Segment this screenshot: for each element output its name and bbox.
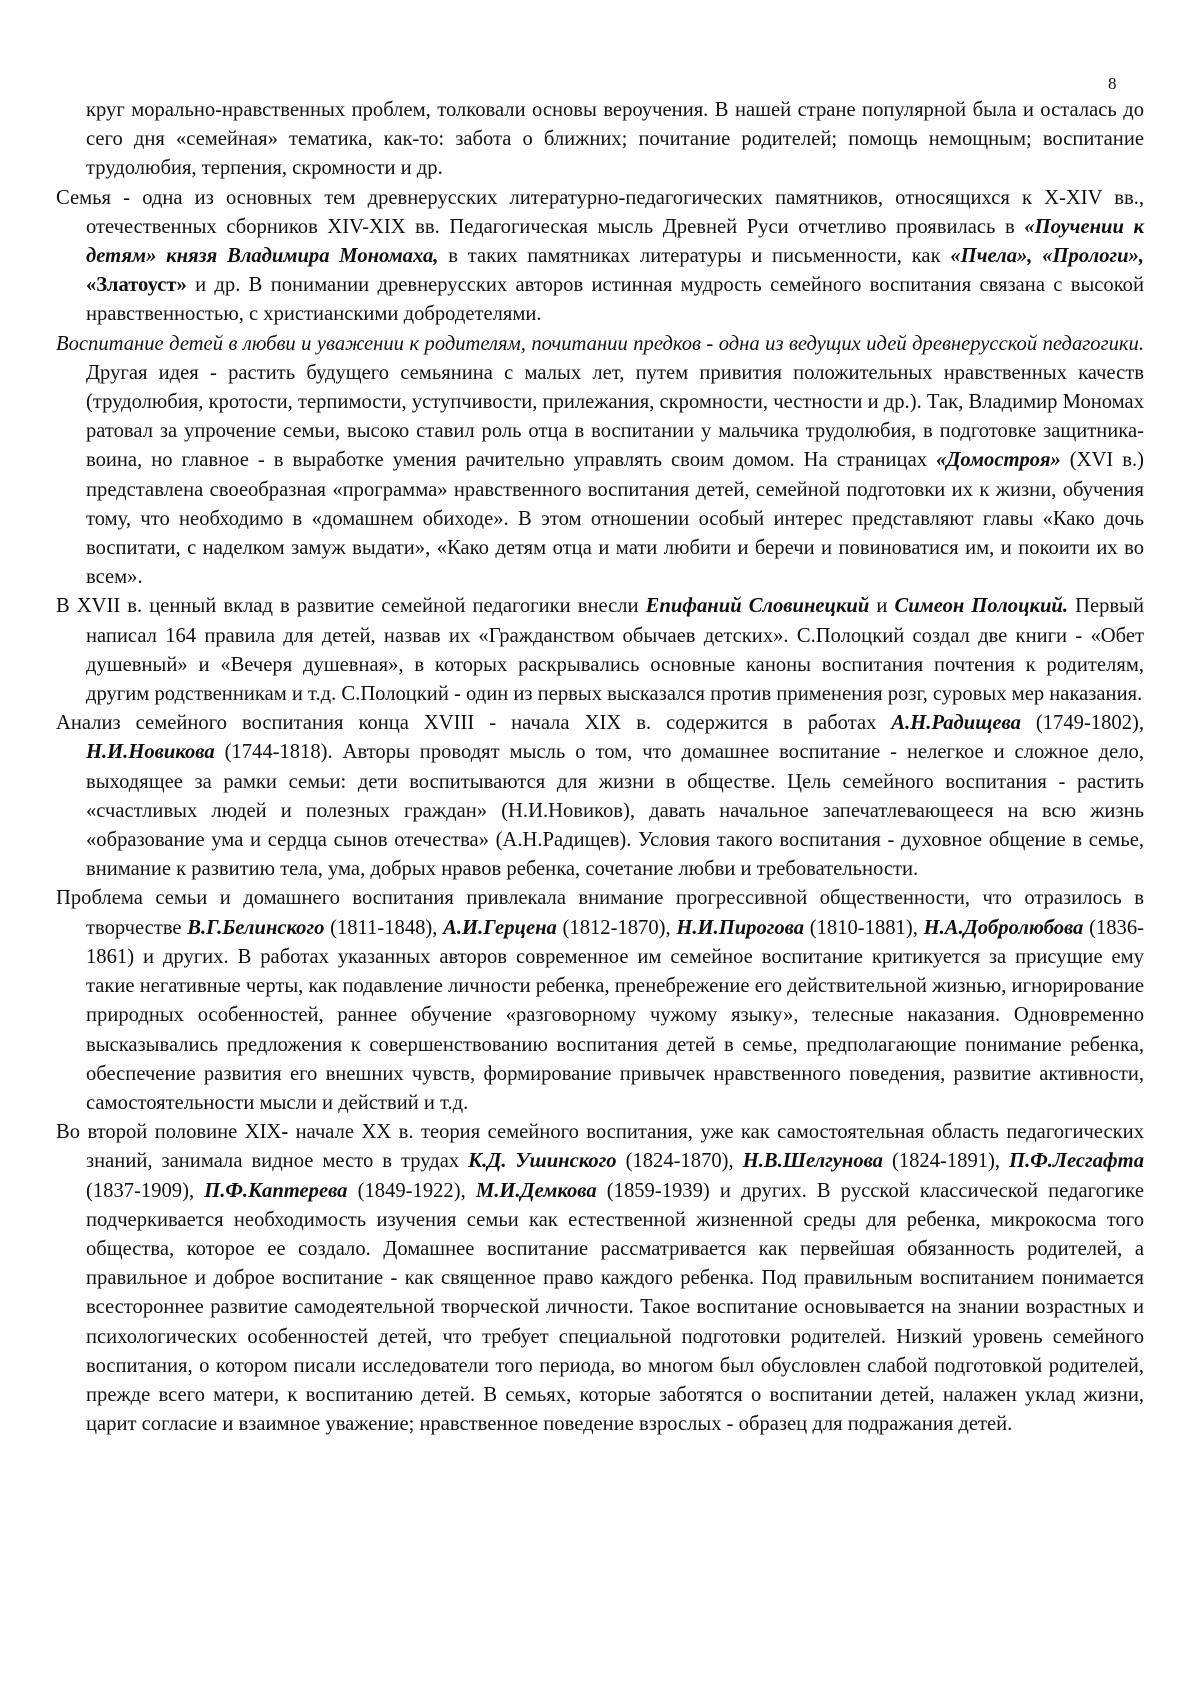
emphasized-text: Н.А.Добролюбова bbox=[923, 916, 1084, 939]
paragraph bbox=[56, 330, 1144, 593]
text-run: (1859-1939) и других. В русской классической педагогике подчеркивается необходимость изучения семьи как естественной жизненной среды для ребенка, микрокосма того общества, которое ее создало. Домашнее воспитание рассматривается как первейшая обязанность родителей, а правильное и доброе воспитание - как священное право каждого ребенка. Под правильным воспитанием понимается всестороннее развитие самодеятельной творческой личности. Такое воспитание основывается на знании возрастных и психологических особенностей детей, что требует специальной подготовки родителей. Низкий уровень семейного воспитания, о котором писали исследователи того периода, во многом был обусловлен слабой подготовкой родителей, прежде всего матери, к воспитанию детей. В семьях, которые заботятся о воспитании детей, налажен уклад жизни, царит согласие и взаимное уважение; нравственное поведение взрослых - образец для подражания детей. bbox=[86, 1179, 1144, 1436]
emphasized-text: Воспитание детей в любви и уважении к родителям, почитании предков - одна из ведущих идей древнерусской педагогики. bbox=[56, 332, 1144, 355]
text-run: и bbox=[869, 595, 895, 618]
text-run: Проблема семьи и домашнего воспитания привлекала внимание прогрессивной общественности, что отразилось в творчестве bbox=[56, 887, 1144, 939]
text-run: и др. В понимании древнерусских авторов истинная мудрость семейного воспитания связана с высокой нравственностью, с христианскими добродетелями. bbox=[86, 274, 1144, 326]
emphasized-text: «Пчела», «Прологи», bbox=[950, 245, 1144, 268]
text-run: в таких памятниках литературы и письменности, как bbox=[438, 245, 951, 268]
text-run: Семья - одна из основных тем древнерусских литературно-педагогических памятников, относящихся к X-XIV вв., отечественных сборников XIV-XIX вв. Педагогическая мысль Древней Руси отчетливо проявилась в bbox=[56, 186, 1144, 238]
text-run: (1837-1909), bbox=[86, 1179, 205, 1202]
emphasized-text: А.Н.Радищева bbox=[891, 712, 1021, 735]
emphasized-text: Н.В.Шелгунова bbox=[742, 1150, 883, 1173]
text-run: Первый написал 164 правила для детей, назвав их «Гражданством обычаев детских». С.Полоцкий создал две книги - «Обет душевный» и «Вечеря душевная», в которых раскрывались основные каноны воспитания почтения к родителям, другим родственникам и т.д. С.Полоцкий - один из первых высказался против применения розг, суровых мер наказания. bbox=[86, 595, 1144, 706]
emphasized-text: П.Ф.Каптерева bbox=[204, 1179, 348, 1202]
emphasized-text: Н.И.Новикова bbox=[86, 741, 215, 764]
text-run: круг морально-нравственных проблем, толковали основы вероучения. В нашей стране популярной была и осталась до сего дня «семейная» тематика, как-то: забота о ближних; почитание родителей; помощь немощным; воспитание трудолюбия, терпения, скромности и др. bbox=[86, 99, 1144, 180]
text-run: (1849-1922), bbox=[347, 1179, 476, 1202]
text-run: начале XX в. теория семейного воспитания, уже как самостоятельная область педагогических знаний, занимала видное место в трудах bbox=[86, 1121, 1144, 1173]
emphasized-text: В.Г.Белинского bbox=[187, 916, 325, 939]
emphasized-text: Н.И.Пирогова bbox=[676, 916, 805, 939]
paragraph bbox=[56, 709, 1144, 884]
emphasized-text: Епифаний Словинецкий bbox=[645, 595, 870, 618]
emphasized-text: «Домостроя» bbox=[936, 449, 1061, 472]
text-run: (1749-1802), bbox=[1020, 712, 1144, 735]
emphasized-text: П.Ф.Лесгафта bbox=[1009, 1150, 1144, 1173]
paragraph bbox=[56, 184, 1144, 330]
text-run: (1824-1891), bbox=[882, 1150, 1010, 1173]
text-run: (1812-1870), bbox=[556, 916, 677, 939]
emphasized-text: К.Д. Ушинского bbox=[468, 1150, 617, 1173]
text-run: Во второй половине XIX bbox=[56, 1121, 282, 1144]
emphasized-text: - bbox=[281, 1121, 289, 1144]
paragraph bbox=[56, 96, 1144, 184]
document-body bbox=[56, 96, 1144, 1439]
text-run: (1836-1861) и других. В работах указанных авторов современное им семейное воспитание критикуется за присущие ему такие негативные черты, как подавление личности ребенка, пренебрежение его действительной жизнью, игнорирование природных особенностей, раннее обучение «разговорному чужому языку», телесные наказания. Одновременно высказывались предложения к совершенствованию воспитания детей в семье, предполагающие понимание ребенка, обеспечение развития его внешних чувств, формирование привычек нравственного поведения, развитие активности, самостоятельности мысли и действий и т.д. bbox=[86, 916, 1144, 1114]
page-number: 8 bbox=[1108, 74, 1117, 93]
text-run: (1811-1848), bbox=[324, 916, 444, 939]
paragraph bbox=[56, 1118, 1144, 1439]
emphasized-text: М.И.Демкова bbox=[475, 1179, 597, 1202]
text-run: (1824-1870), bbox=[616, 1150, 743, 1173]
text-run: Другая идея - растить будущего семьянина с малых лет, путем привития положительных нравственных качеств (трудолюбия, кротости, терпимости, уступчивости, прилежания, скромности, честности и др.). Так, Владимир Мономах ратовал за упрочение семьи, высоко ставил роль отца в воспитании у мальчика трудолюбия, в подготовке защитника-воина, но главное - в выработке умения рачительно управлять своим домом. На страницах bbox=[86, 361, 1144, 472]
emphasized-text: «Златоуст» bbox=[86, 274, 187, 297]
text-run: Анализ семейного воспитания конца XVIII - начала XIX в. содержится в работах bbox=[56, 712, 892, 735]
emphasized-text: А.И.Герцена bbox=[443, 916, 557, 939]
paragraph bbox=[56, 884, 1144, 1118]
emphasized-text: Симеон Полоцкий. bbox=[894, 595, 1069, 618]
text-run: (1744-1818). Авторы проводят мысль о том, что домашнее воспитание - нелегкое и сложное дело, выходящее за рамки семьи: дети воспитываются для жизни в обществе. Цель семейного воспитания - растить «счастливых людей и полезных граждан» (Н.И.Новиков), давать начальное запечатлевающееся на всю жизнь «образование ума и сердца сынов отечества» (А.Н.Радищев). Условия такого воспитания - духовное общение в семье, внимание к развитию тела, ума, добрых нравов ребенка, сочетание любви и требовательности. bbox=[86, 741, 1144, 881]
emphasized-text: «Поучении к детям» князя Владимира Мономаха, bbox=[86, 215, 1144, 268]
text-run: (XVI в.) представлена своеобразная «программа» нравственного воспитания детей, семейной подготовки их к жизни, обучения тому, что необходимо в «домашнем обиходе». В этом отношении особый интерес представляют главы «Како дочь воспитати, с наделком замуж выдати», «Како детям отца и мати любити и беречи и повиноватися им, и покоити их во всем». bbox=[86, 449, 1144, 589]
text-run: (1810-1881), bbox=[804, 916, 924, 939]
text-run: В XVII в. ценный вклад в развитие семейной педагогики внесли bbox=[56, 595, 646, 618]
paragraph bbox=[56, 592, 1144, 709]
